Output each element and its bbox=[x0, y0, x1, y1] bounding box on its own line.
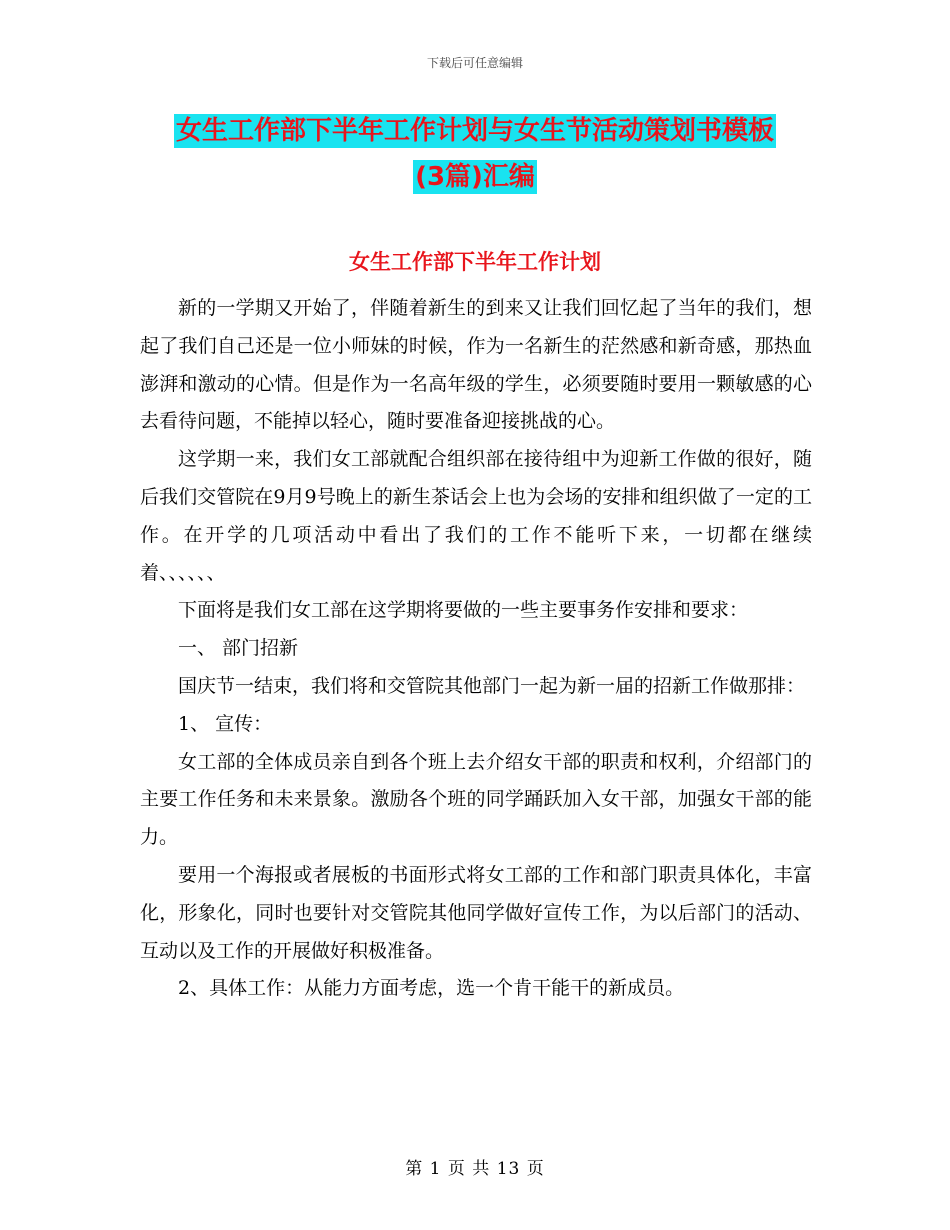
section-title: 女生工作部下半年工作计划 bbox=[349, 250, 601, 274]
paragraph: 女工部的全体成员亲自到各个班上去介绍女干部的职责和权利，介绍部门的主要工作任务和未来景象。激励各个班的同学踊跃加入女干部，加强女干部的能力。 bbox=[140, 750, 812, 849]
page-footer: 第 1 页 共 13 页 bbox=[405, 1159, 545, 1179]
paragraph: 这学期一来，我们女工部就配合组织部在接待组中为迎新工作做的很好，随后我们交管院在9月9号晚上的新生茶话会上也为会场的安排和组织做了一定的工作。在开学的几项活动中看出了我们的工作不能听下来，一切都在继续着、、、、、、 bbox=[140, 448, 812, 584]
paragraph: 2、具体工作：从能力方面考虑，选一个肯干能干的新成员。 bbox=[178, 977, 685, 1000]
title-line-1: 女生工作部下半年工作计划与女生节活动策划书模板 bbox=[175, 116, 774, 146]
paragraph: 新的一学期又开始了，伴随着新生的到来又让我们回忆起了当年的我们，想起了我们自己还是一位小师妹的时候，作为一名新生的茫然感和新奇感，那热血澎湃和激动的心情。但是作为一名高年级的学生，必须要随时要用一颗敏感的心去看待问题，不能掉以轻心，随时要准备迎接挑战的心。 bbox=[140, 297, 812, 433]
title-line-2: (3篇)汇编 bbox=[415, 162, 535, 192]
document-body bbox=[140, 290, 812, 1008]
document-title bbox=[0, 108, 950, 200]
paragraph: 国庆节一结束，我们将和交管院其他部门一起为新一届的招新工作做那排： bbox=[178, 674, 806, 697]
heading-recruitment: 一、 部门招新 bbox=[178, 637, 299, 660]
subheading-publicity: 1、 宣传： bbox=[178, 712, 273, 735]
header-note: 下载后可任意编辑 bbox=[426, 56, 523, 70]
paragraph: 要用一个海报或者展板的书面形式将女工部的工作和部门职责具体化，丰富化，形象化，同时也要针对交管院其他同学做好宣传工作，为以后部门的活动、互动以及工作的开展做好积极准备。 bbox=[140, 863, 812, 962]
paragraph: 下面将是我们女工部在这学期将要做的一些主要事务作安排和要求： bbox=[178, 599, 749, 622]
